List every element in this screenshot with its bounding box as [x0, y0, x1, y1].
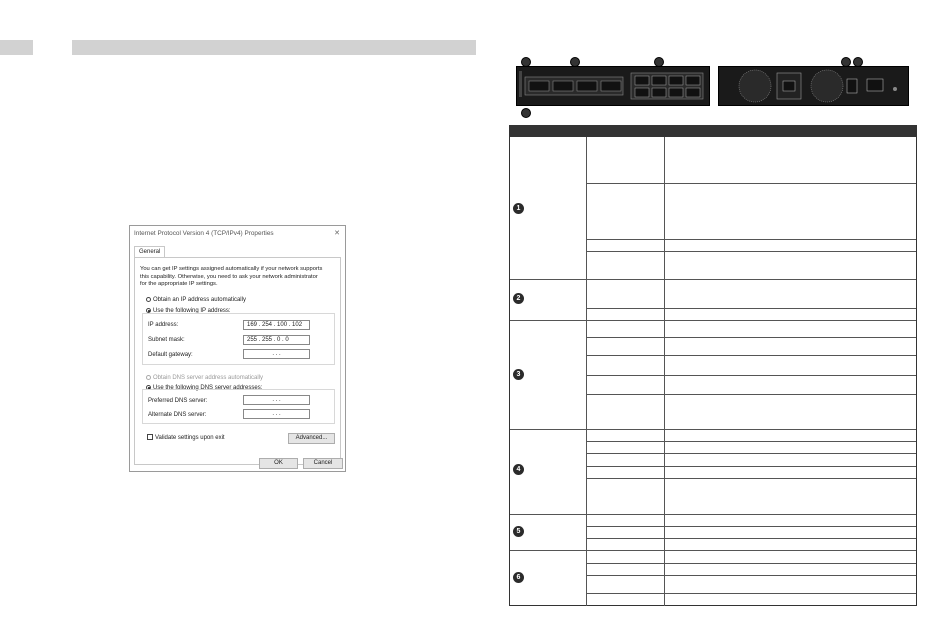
row-divider: [586, 239, 916, 240]
ip-address-label: IP address:: [148, 322, 179, 328]
row-divider: [586, 441, 916, 442]
row-number-badge: 6: [513, 572, 524, 583]
subnet-mask-input[interactable]: 255 . 255 . 0 . 0: [243, 335, 310, 345]
description-line: for the appropriate IP settings.: [140, 281, 218, 287]
obtain-dns-option[interactable]: [146, 375, 263, 381]
radio-icon[interactable]: [146, 297, 151, 302]
tab-general[interactable]: General: [134, 246, 165, 258]
dialog-title: Internet Protocol Version 4 (TCP/IPv4) Properties: [134, 230, 274, 237]
validate-checkbox-row[interactable]: [147, 434, 225, 441]
row-divider: [586, 337, 916, 338]
callout-marker: [853, 57, 863, 67]
obtain-ip-option[interactable]: [146, 297, 246, 303]
row-number-badge: 1: [513, 203, 524, 214]
preferred-dns-label: Preferred DNS server:: [148, 398, 208, 404]
column-divider: [586, 137, 587, 606]
callout-marker: [521, 108, 531, 118]
row-divider: [586, 466, 916, 467]
row-number-badge: 4: [513, 464, 524, 475]
rear-panel-illustration: [719, 67, 908, 105]
ipv4-properties-dialog: [129, 225, 346, 472]
device-front-view: [516, 66, 710, 106]
component-table: [509, 125, 917, 606]
table-header: [510, 126, 916, 137]
row-divider: [586, 526, 916, 527]
group-divider: [510, 429, 916, 430]
subnet-mask-label: Subnet mask:: [148, 337, 185, 343]
column-divider: [664, 137, 665, 606]
row-number-badge: 3: [513, 369, 524, 380]
front-ports-illustration: [517, 67, 709, 105]
alternate-dns-input[interactable]: . . .: [243, 409, 310, 419]
radio-disabled-icon[interactable]: [146, 375, 151, 380]
row-divider: [586, 308, 916, 309]
row-divider: [586, 478, 916, 479]
row-divider: [586, 538, 916, 539]
page-header-tab: [0, 40, 33, 55]
ip-address-input[interactable]: 169 . 254 . 100 . 102: [243, 320, 310, 330]
row-divider: [586, 563, 916, 564]
description-line: You can get IP settings assigned automatically if your network supports: [140, 266, 323, 272]
advanced-button[interactable]: Advanced...: [288, 433, 335, 444]
group-divider: [510, 550, 916, 551]
row-divider: [586, 593, 916, 594]
default-gateway-input[interactable]: . . .: [243, 349, 310, 359]
ok-button[interactable]: OK: [259, 458, 298, 469]
row-divider: [586, 251, 916, 252]
obtain-ip-label: Obtain an IP address automatically: [153, 297, 246, 303]
obtain-dns-label: Obtain DNS server address automatically: [153, 375, 264, 381]
description-line: this capability. Otherwise, you need to ask your network administrator: [140, 273, 318, 280]
close-icon[interactable]: ✕: [334, 230, 340, 237]
callout-marker: [521, 57, 531, 67]
row-divider: [586, 575, 916, 576]
row-number-badge: 2: [513, 293, 524, 304]
checkbox-icon[interactable]: [147, 434, 153, 440]
callout-marker: [654, 57, 664, 67]
device-rear-view: [718, 66, 909, 106]
row-divider: [586, 375, 916, 376]
preferred-dns-input[interactable]: . . .: [243, 395, 310, 405]
callout-marker: [841, 57, 851, 67]
row-divider: [586, 183, 916, 184]
use-dns-label: Use the following DNS server addresses:: [153, 385, 263, 391]
callout-marker: [570, 57, 580, 67]
row-divider: [586, 394, 916, 395]
group-divider: [510, 514, 916, 515]
row-divider: [586, 453, 916, 454]
dialog-description: [140, 266, 340, 289]
group-divider: [510, 320, 916, 321]
row-divider: [586, 355, 916, 356]
page-header-bar: [72, 40, 476, 55]
validate-label: Validate settings upon exit: [155, 435, 225, 441]
default-gateway-label: Default gateway:: [148, 352, 193, 358]
group-divider: [510, 279, 916, 280]
row-number-badge: 5: [513, 526, 524, 537]
cancel-button[interactable]: Cancel: [303, 458, 343, 469]
alternate-dns-label: Alternate DNS server:: [148, 412, 207, 418]
use-ip-label: Use the following IP address:: [153, 308, 231, 314]
